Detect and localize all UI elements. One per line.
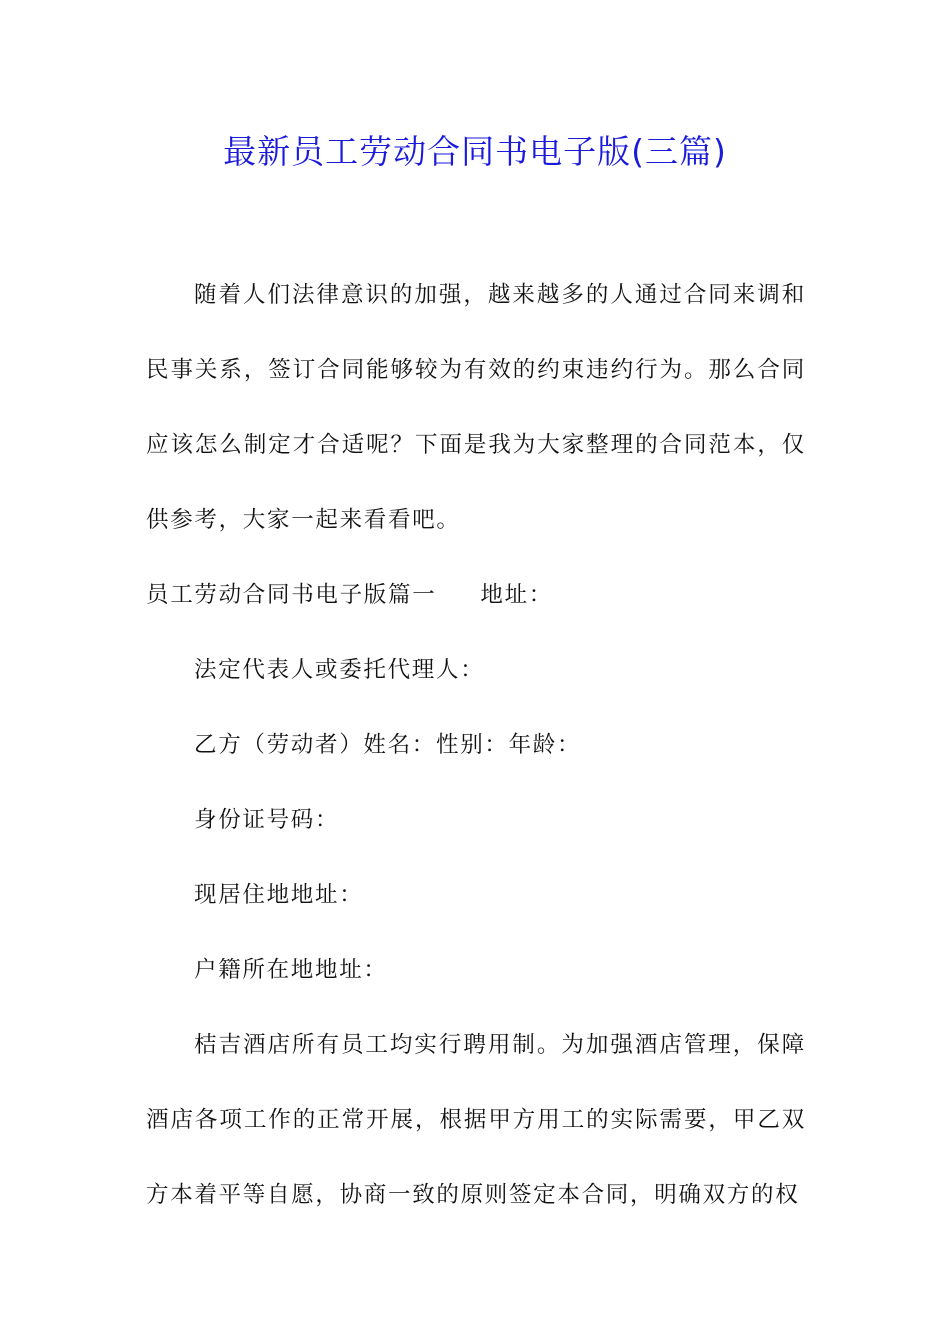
document-body — [146, 258, 806, 1233]
section-heading: 员工劳动合同书电子版篇一 — [146, 582, 437, 608]
field-representative: 法定代表人或委托代理人： — [194, 657, 485, 683]
field-id-number: 身份证号码： — [194, 807, 340, 833]
closing-paragraph: 桔吉酒店所有员工均实行聘用制。为加强酒店管理，保障酒店各项工作的正常开展，根据甲方用工的实际需要，甲乙双方本着平等自愿，协商一致的原则签定本合同，明确双方的权 — [146, 1032, 806, 1208]
document-title: 最新员工劳动合同书电子版(三篇) — [223, 132, 727, 171]
section-heading-line — [146, 558, 806, 633]
field-household-address: 户籍所在地地址： — [194, 957, 388, 983]
field-party-b-info: 乙方（劳动者）姓名：性别：年龄： — [194, 732, 582, 758]
address-label: 地址： — [480, 582, 554, 608]
intro-paragraph: 随着人们法律意识的加强，越来越多的人通过合同来调和民事关系，签订合同能够较为有效的约束违约行为。那么合同应该怎么制定才合适呢？下面是我为大家整理的合同范本，仅供参考，大家一起来看看吧。 — [146, 282, 806, 533]
field-current-address: 现居住地地址： — [194, 882, 364, 908]
